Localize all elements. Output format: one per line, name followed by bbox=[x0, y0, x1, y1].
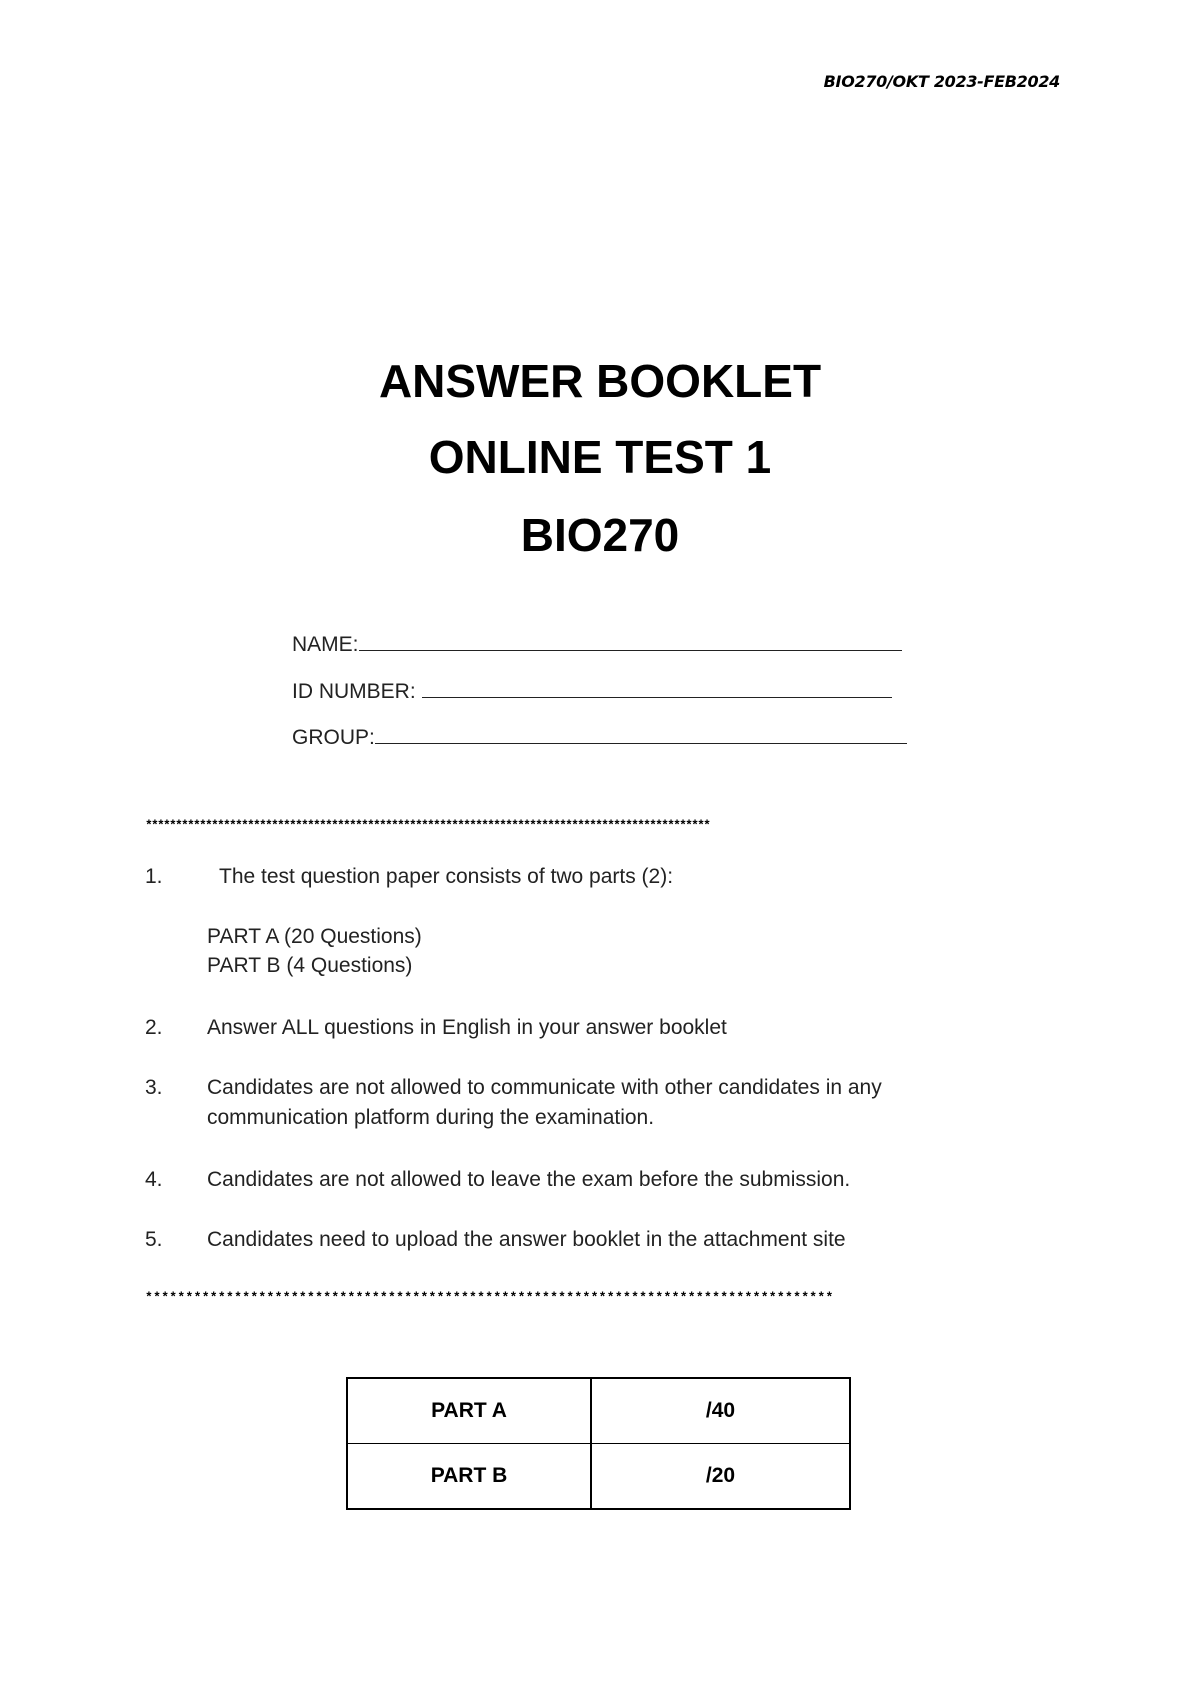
instruction-text: Candidates are not allowed to communicate with other candidates in any bbox=[207, 1076, 882, 1099]
part-a-note: PART A (20 Questions) bbox=[207, 925, 422, 948]
title-online-test: ONLINE TEST 1 bbox=[428, 431, 772, 483]
id-number-blank-line[interactable] bbox=[422, 679, 892, 698]
part-a-label: PART A bbox=[347, 1378, 591, 1444]
part-b-marks: /20 bbox=[591, 1444, 850, 1510]
score-table bbox=[346, 1377, 851, 1510]
group-label: GROUP: bbox=[292, 726, 375, 749]
instruction-number: 2. bbox=[145, 1016, 163, 1039]
instruction-number: 4. bbox=[145, 1168, 163, 1191]
part-a-marks: /40 bbox=[591, 1378, 850, 1444]
instruction-number: 5. bbox=[145, 1228, 163, 1251]
instruction-number: 1. bbox=[145, 865, 163, 888]
table-row bbox=[347, 1378, 850, 1444]
title-answer-booklet: ANSWER BOOKLET bbox=[378, 355, 822, 407]
part-b-label: PART B bbox=[347, 1444, 591, 1510]
name-blank-line[interactable] bbox=[359, 632, 902, 651]
instruction-text: Candidates need to upload the answer booklet in the attachment site bbox=[207, 1228, 846, 1251]
instruction-text: Candidates are not allowed to leave the exam before the submission. bbox=[207, 1168, 851, 1191]
id-number-field[interactable] bbox=[292, 679, 892, 704]
instruction-5 bbox=[0, 1228, 1200, 1258]
group-blank-line[interactable] bbox=[375, 725, 907, 744]
id-number-label: ID NUMBER: bbox=[292, 680, 422, 703]
group-field[interactable] bbox=[292, 725, 907, 750]
asterisk-separator-bottom: ************************************************************************************* bbox=[145, 1290, 834, 1305]
instruction-2 bbox=[0, 1016, 1200, 1046]
instruction-number: 3. bbox=[145, 1076, 163, 1099]
asterisk-separator-top: ********************************************************************************************** bbox=[145, 818, 710, 833]
instruction-text: Answer ALL questions in English in your answer booklet bbox=[207, 1016, 727, 1039]
instruction-4 bbox=[0, 1168, 1200, 1198]
instruction-3 bbox=[0, 1076, 1200, 1106]
part-b-note: PART B (4 Questions) bbox=[207, 954, 413, 977]
table-row bbox=[347, 1444, 850, 1510]
name-field[interactable] bbox=[292, 632, 902, 657]
instruction-1 bbox=[0, 865, 1200, 895]
title-course-code: BIO270 bbox=[520, 509, 680, 561]
instruction-3-continued: communication platform during the examination. bbox=[207, 1106, 655, 1129]
name-label: NAME: bbox=[292, 633, 359, 656]
instruction-text: The test question paper consists of two parts (2): bbox=[219, 865, 674, 888]
course-code-header: BIO270/OKT 2023-FEB2024 bbox=[823, 72, 1060, 91]
